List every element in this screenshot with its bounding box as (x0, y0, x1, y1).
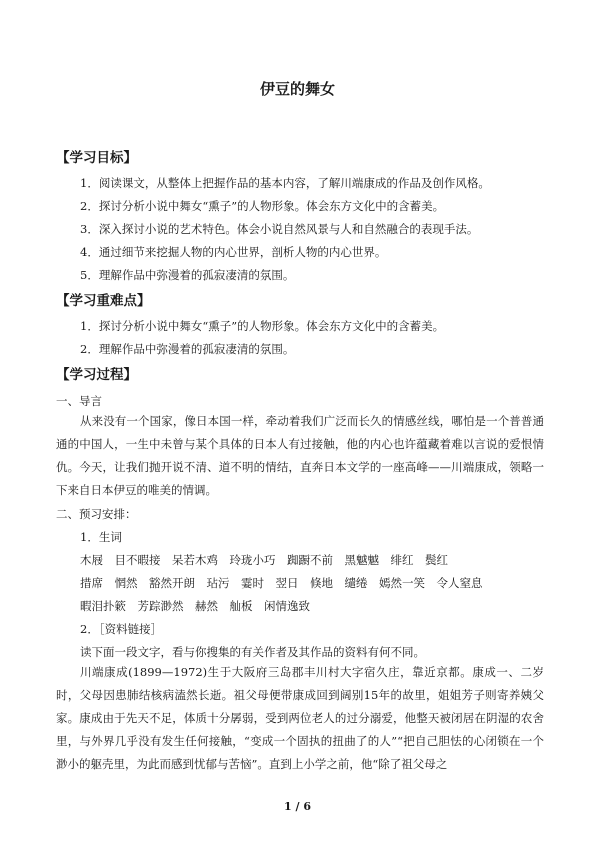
page-number: 1 / 6 (284, 800, 311, 813)
vocab-heading: 1．生词 (80, 530, 122, 544)
section-heading-key-points: 【学习重难点】 (56, 293, 151, 309)
vocab-line: 木屐 目不暇接 呆若木鸡 玲珑小巧 踟蹰不前 黑魆魆 绯红 鬓红 (80, 553, 448, 567)
document-title: 伊豆的舞女 (259, 80, 335, 98)
vocab-line: 措席 惘然 豁然开朗 玷污 霎时 翌日 倏地 缱绻 嫣然一笑 令人窒息 (80, 576, 483, 590)
bio-paragraph: 川端康成(1899—1972)生于大阪府三岛郡丰川村大字宿久庄，靠近京都。康成一、二岁时，父母因患肺结核病溘然长逝。祖父母便带康成回到阔别15年的故里，姐姐芳子则寄养姨父家。康成由于先天不足，体质十分孱弱，受到两位老人的过分溺爱，他整天被闭居在阴湿的农舍里，与外界几乎没有发生任何接触，“变成一个固执的扭曲了的人”“把自己胆怯的心闭锁在一个渺小的躯壳里，为此而感到忧郁与苦恼”。直到上小学之前，他“除了祖父母之 (56, 665, 544, 771)
goal-item: 3．深入探讨小说的艺术特色。体会小说自然风景与人和自然融合的表现手法。 (80, 222, 479, 236)
intro-heading: 一、导言 (56, 394, 102, 408)
goal-item: 1．阅读课文，从整体上把握作品的基本内容，了解川端康成的作品及创作风格。 (80, 176, 490, 190)
goal-item: 4．通过细节来挖掘人物的内心世界，剖析人物的内心世界。 (80, 245, 387, 259)
link-heading: 2．［资料链接］ (80, 622, 163, 636)
link-intro: 读下面一段文字，看与你搜集的有关作者及其作品的资料有何不同。 (80, 645, 425, 659)
prep-heading: 二、预习安排： (56, 507, 137, 521)
vocab-line: 暇泪扑簌 芳踪渺然 赫然 舢板 闲情逸致 (80, 599, 310, 613)
section-heading-process: 【学习过程】 (56, 367, 137, 383)
goal-item: 2．探讨分析小说中舞女“熏子”的人物形象。体会东方文化中的含蓄美。 (80, 199, 445, 213)
intro-paragraph: 从来没有一个国家，像日本国一样，牵动着我们广泛而长久的情感丝线，哪怕是一个普普通通的中国人，一生中未曾与某个具体的日本人有过接触，他的内心也许蕴藏着难以言说的爱恨情仇。今天，让我们抛开说不清、道不明的情结，直奔日本文学的一座高峰——川端康成，领略一下来自日本伊豆的唯美的情调。 (56, 414, 544, 497)
goal-item: 5．理解作品中弥漫着的孤寂凄清的氛围。 (80, 268, 295, 282)
section-heading-goals: 【学习目标】 (56, 150, 137, 166)
key-point-item: 2．理解作品中弥漫着的孤寂凄清的氛围。 (80, 342, 295, 356)
key-point-item: 1．探讨分析小说中舞女“熏子”的人物形象。体会东方文化中的含蓄美。 (80, 319, 445, 333)
